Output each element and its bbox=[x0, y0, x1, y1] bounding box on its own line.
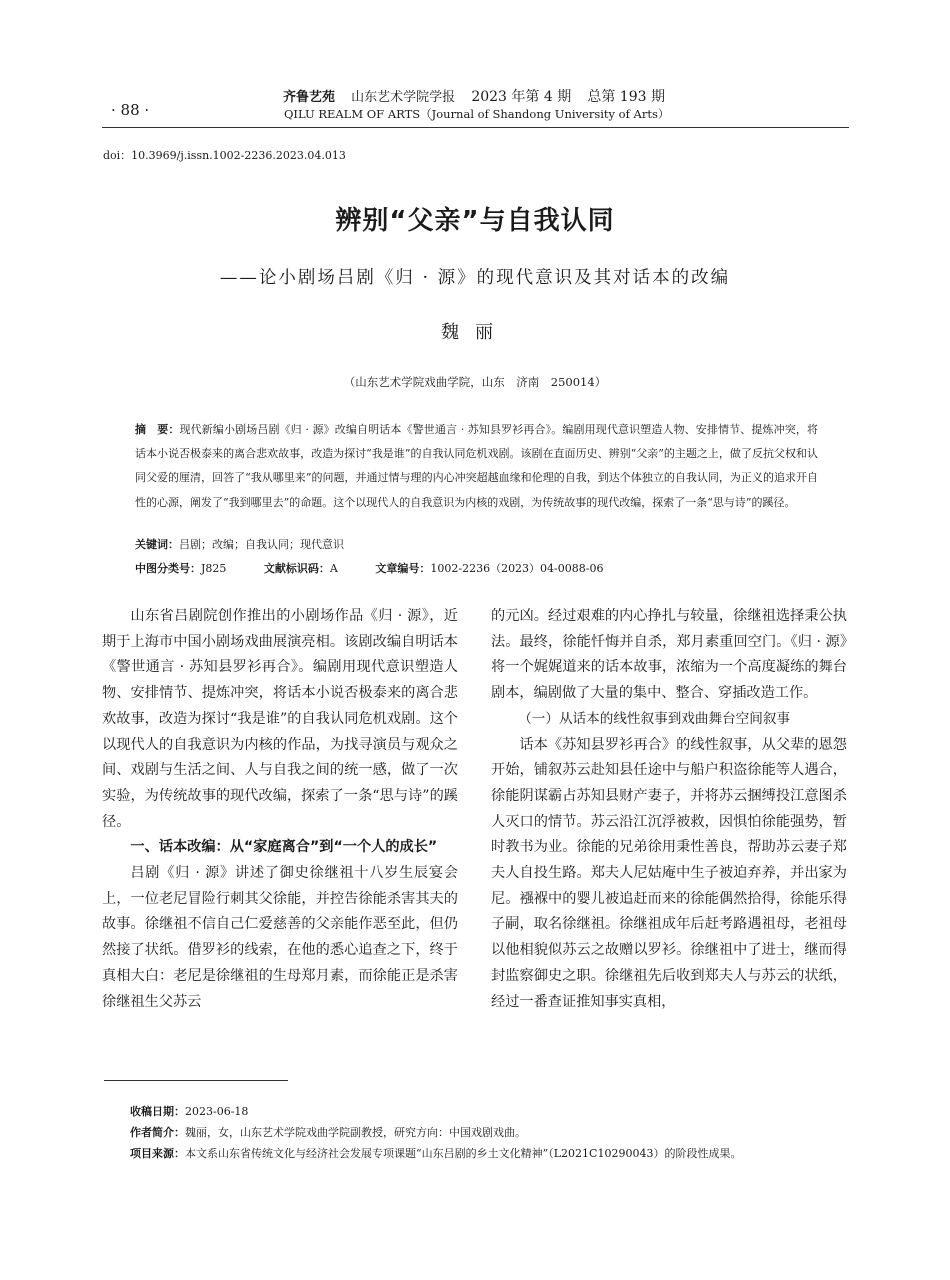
doc-code-label: 文献标识码： bbox=[263, 562, 330, 575]
article-number-value: 1002-2236（2023）04-0088-06 bbox=[430, 562, 604, 575]
journal-name-cn: 齐鲁艺苑 bbox=[283, 90, 336, 105]
author-name: 魏丽 bbox=[441, 322, 509, 343]
journal-subtitle: 山东艺术学院学报 bbox=[351, 90, 456, 105]
body-paragraph: 山东省吕剧院创作推出的小剧场作品《归 · 源》，近期于上海市中国小剧场戏曲展演亮相。该剧改编自明话本《警世通言 · 苏知县罗衫再合》。编剧用现代意识塑造人物、安排情节、提炼冲突，将话本小说否极泰来的离合悲欢故事，改造为探讨“我是谁”的自我认同危机戏剧。这个以现代人的自我意识为内核的作品，为找寻演员与观众之间、戏剧与生活之间、人与自我之间的统一感，做了一次实验，为传统故事的现代改编，探索了一条“思与诗”的蹊径。 bbox=[102, 608, 458, 830]
journal-issue: 2023 年第 4 期 bbox=[471, 89, 572, 105]
journal-header bbox=[283, 86, 665, 106]
section-heading: 一、话本改编：从“家庭离合”到“一个人的成长” bbox=[130, 839, 438, 856]
author-info-label: 作者简介： bbox=[130, 1126, 185, 1139]
body-paragraph: 吕剧《归 · 源》讲述了御史徐继祖十八岁生辰宴会上，一位老尼冒险行刺其父徐能，并控告徐能杀害其夫的故事。徐继祖不信自己仁爱慈善的父亲能作恶至此，但仍然接了状纸。借罗衫的线索，在他的悉心追查之下，终于真相大白：老尼是徐继祖的生母郑月素，而徐能正是杀害徐继祖生父苏云 bbox=[102, 865, 458, 1010]
body-paragraph: 的元凶。经过艰难的内心挣扎与较量，徐继祖选择秉公执法。最终，徐能忏悔并自杀，郑月素重回空门。《归 · 源》将一个娓娓道来的话本故事，浓缩为一个高度凝练的舞台剧本，编剧做了大量的集中、整合、穿插改造工作。 bbox=[491, 608, 847, 702]
keywords-label: 关键词： bbox=[135, 538, 179, 551]
footnote-author bbox=[130, 1122, 741, 1143]
abstract-label: 摘 要： bbox=[135, 423, 180, 436]
abstract-text: 现代新编小剧场吕剧《归 · 源》改编自明话本《警世通言 · 苏知县罗衫再合》。编剧用现代意识塑造人物、安排情节、提炼冲突，将话本小说否极泰来的离合悲欢故事，改造为探讨“我是谁”的自我认同危机戏剧。该剧在直面历史、辨别“父亲”的主题之上，做了反抗父权和认同父爱的厘清，回答了“我从哪里来”的问题，并通过情与理的内心冲突超越血缘和伦理的自我，到达个体独立的自我认同，为正义的追求开自性的心源，阐发了“我到哪里去”的命题。这个以现代人的自我意识为内核的戏剧，为传统故事的现代改编，探索了一条“思与诗”的蹊径。 bbox=[135, 423, 818, 509]
article-subtitle: ——论小剧场吕剧《归 · 源》的现代意识及其对话本的改编 bbox=[219, 268, 731, 288]
page-number: · 88 · bbox=[111, 101, 150, 119]
journal-total-issue: 总第 193 期 bbox=[587, 89, 665, 105]
header-divider bbox=[102, 127, 849, 128]
subsection-heading: （一）从话本的线性叙事到戏曲舞台空间叙事 bbox=[518, 710, 791, 727]
body-column-right bbox=[491, 604, 847, 1015]
keywords bbox=[135, 536, 344, 552]
footnote-divider bbox=[104, 1080, 288, 1081]
clc-value: J825 bbox=[201, 562, 227, 575]
article-number-label: 文章编号： bbox=[375, 562, 431, 575]
journal-name-en: QILU REALM OF ARTS（Journal of Shandong University of Arts） bbox=[284, 107, 670, 121]
body-column-left bbox=[102, 604, 458, 1015]
project-source: 本文系山东省传统文化与经济社会发展专项课题“山东吕剧的乡土文化精神”（L2021C10290043）的阶段性成果。 bbox=[185, 1147, 742, 1160]
doc-code-value: A bbox=[329, 562, 338, 575]
footnotes bbox=[130, 1101, 741, 1164]
project-label: 项目来源： bbox=[130, 1147, 185, 1160]
footnote-project bbox=[130, 1143, 741, 1164]
doi: doi：10.3969/j.issn.1002-2236.2023.04.013 bbox=[103, 149, 346, 162]
clc-label: 中图分类号： bbox=[135, 562, 201, 575]
author-affiliation: （山东艺术学院戏曲学院，山东 济南 250014） bbox=[343, 375, 607, 389]
received-label: 收稿日期： bbox=[130, 1105, 185, 1118]
footnote-received bbox=[130, 1101, 741, 1122]
body-paragraph: 话本《苏知县罗衫再合》的线性叙事，从父辈的恩怨开始，铺叙苏云赴知县任途中与船户积盗徐能等人遇合，徐能阴谋霸占苏知县财产妻子，并将苏云捆缚投江意图杀人灭口的情节。苏云沿江沉浮被救，因惧怕徐能强势，暂时教书为业。徐能的兄弟徐用秉性善良，帮助苏云妻子郑夫人自投生路。郑夫人尼姑庵中生子被迫弃养，并出家为尼。襁褓中的婴儿被追赶而来的徐能偶然拾得，徐能乐得子嗣，取名徐继祖。徐继祖成年后赶考路遇祖母，老祖母以他相貌似苏云之故赠以罗衫。徐继祖中了进士，继而得封监察御史之职。徐继祖先后收到郑夫人与苏云的状纸，经过一番查证推知事实真相， bbox=[491, 736, 847, 1010]
keywords-text: 吕剧；改编；自我认同；现代意识 bbox=[179, 538, 344, 551]
author-info: 魏丽，女，山东艺术学院戏曲学院副教授，研究方向：中国戏剧戏曲。 bbox=[185, 1126, 526, 1139]
received-date: 2023-06-18 bbox=[185, 1105, 249, 1118]
abstract bbox=[135, 418, 818, 515]
classification-row bbox=[135, 560, 603, 576]
article-title: 辨别“父亲”与自我认同 bbox=[335, 206, 615, 236]
